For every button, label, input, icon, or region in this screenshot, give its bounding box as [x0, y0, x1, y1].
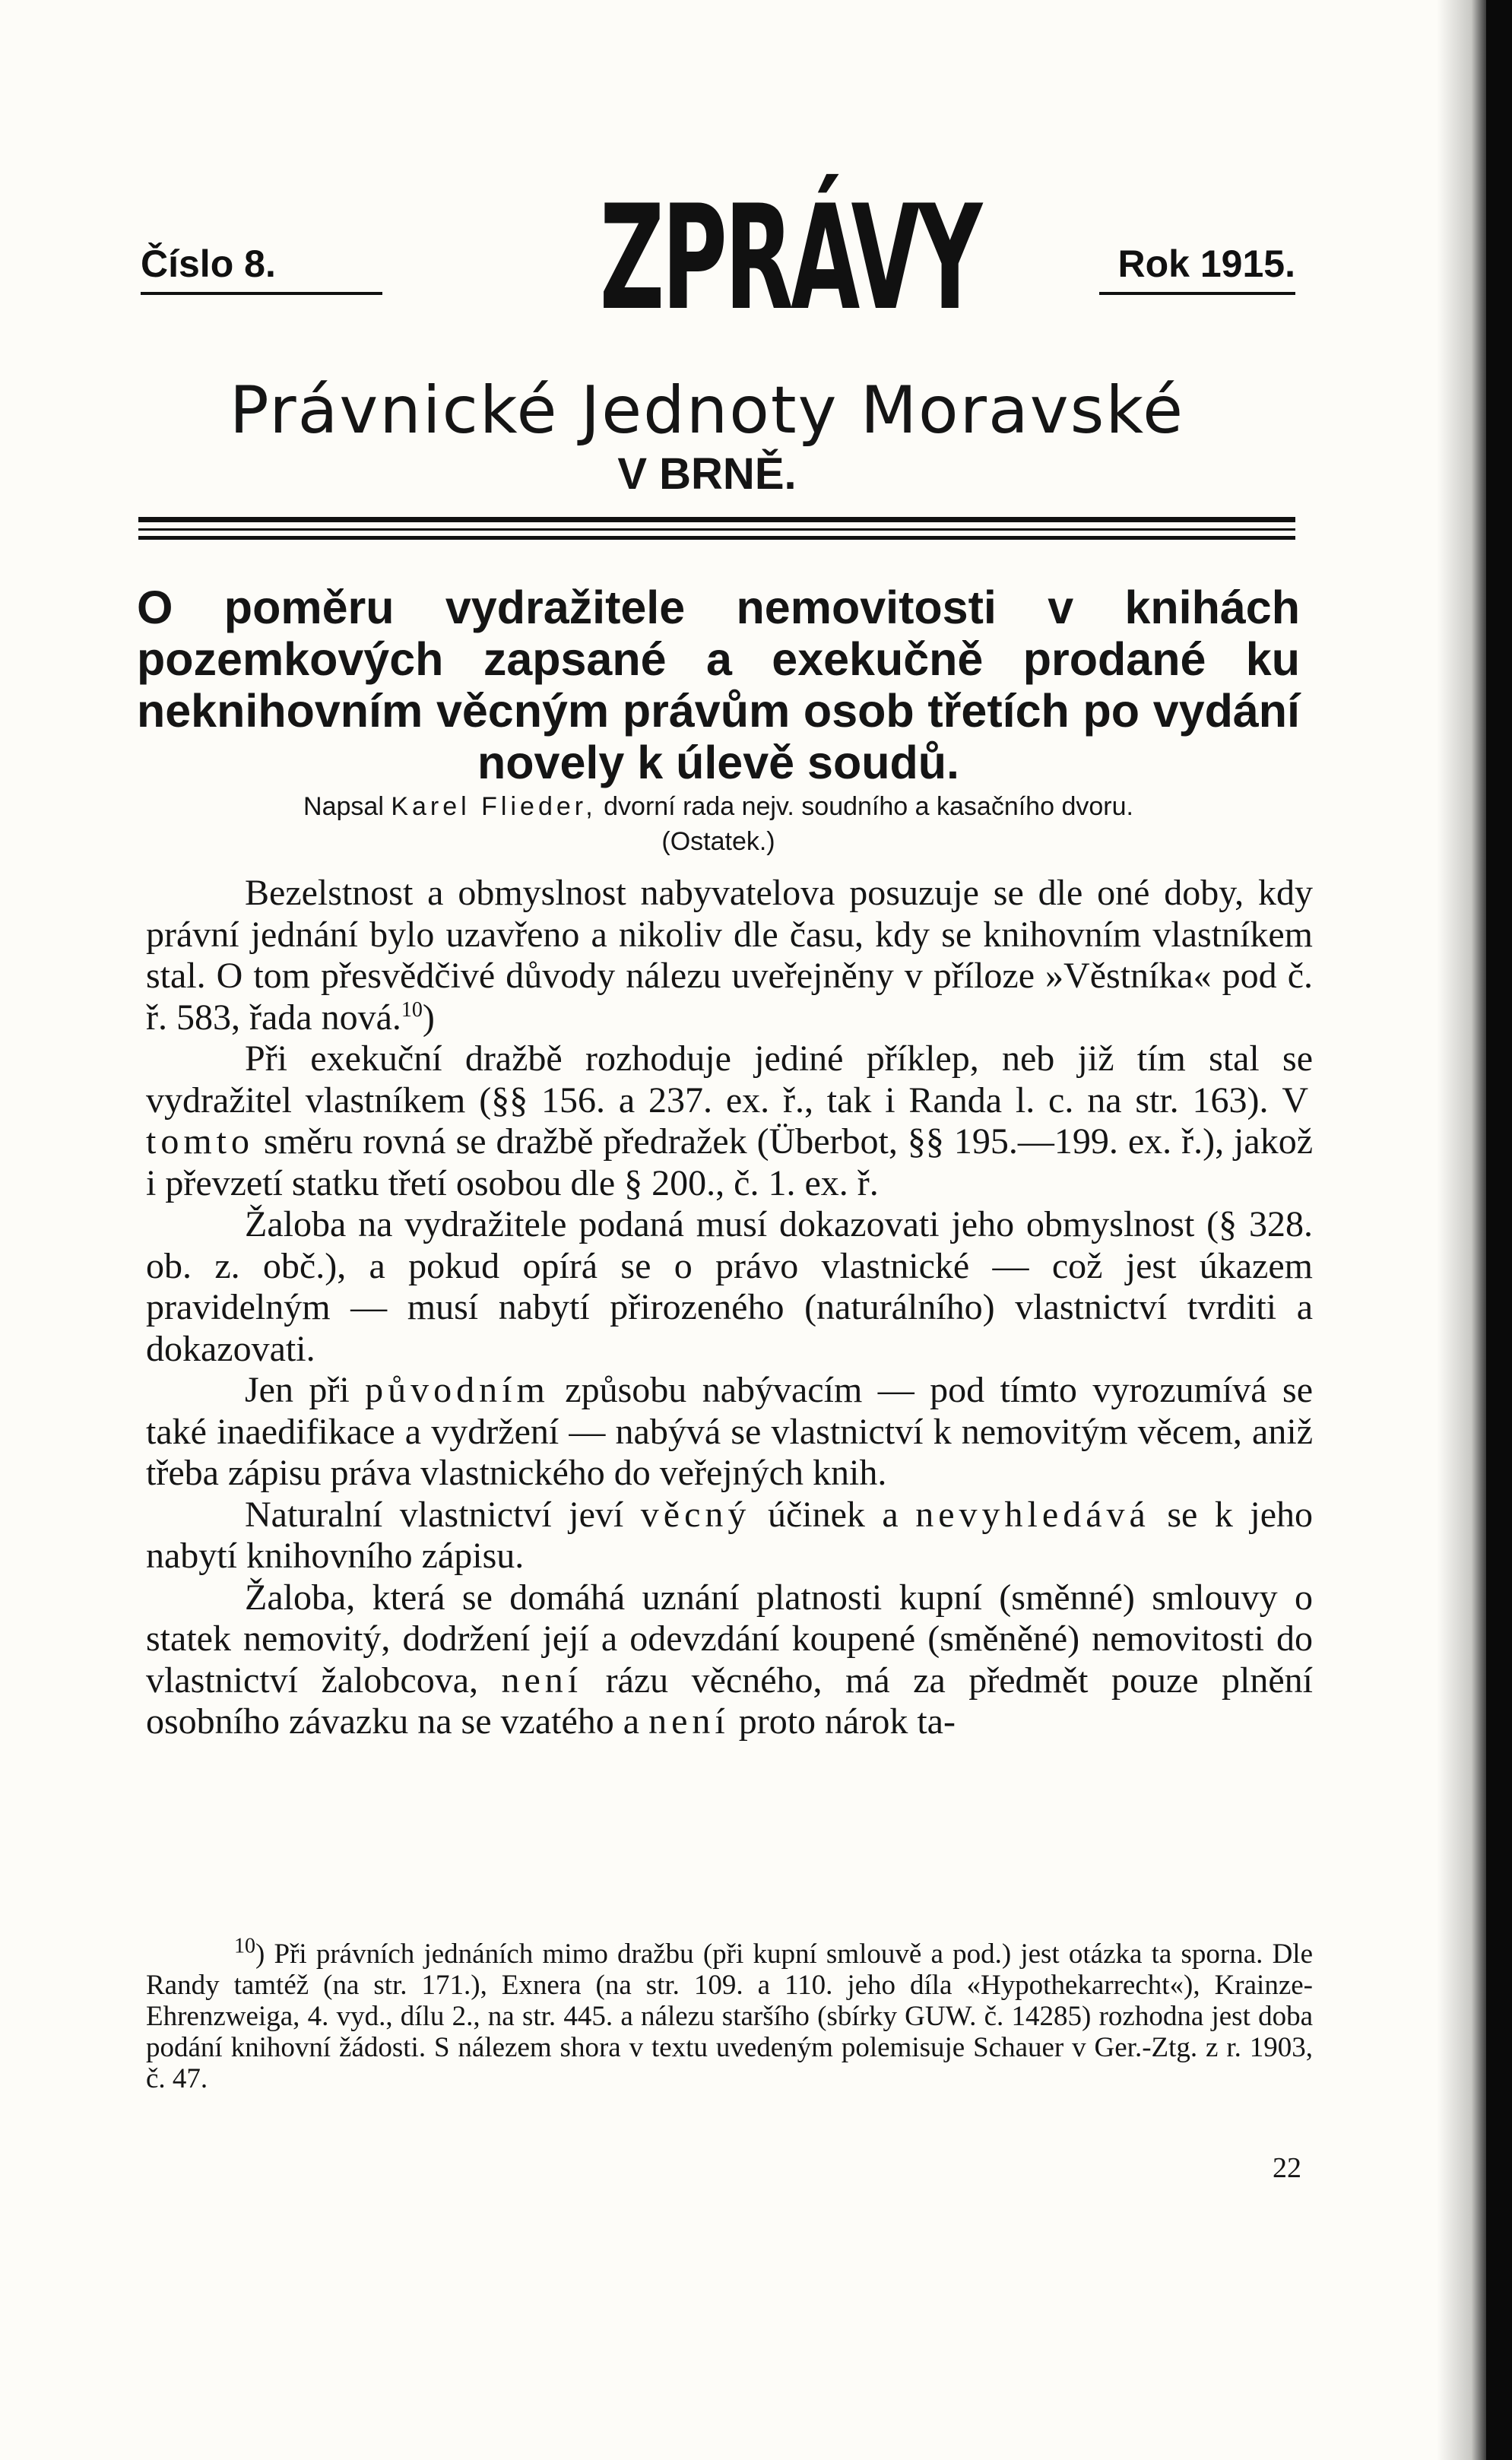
issue-year: Rok 1915. [1099, 242, 1295, 295]
header-rule [138, 536, 1295, 540]
continuation-note: (Ostatek.) [661, 827, 775, 856]
paragraph: Jen při původním způsobu nabývacím — pod tímto vyrozumívá se také inaedifikace a vydržení — nabývá se vlastnictví k nemovitým věcem, aniž třeba zápisu práva vlastnického do veřejných knih. [146, 1370, 1314, 1493]
paragraph: Při exekuční dražbě rozhoduje jediné příklep, neb již tím stal se vydražitel vlastníkem (§§ 156. a 237. ex. ř., tak i Randa l. c. na str. 163). V tomto směru rovná se dražbě předražek (Überbot, §§ 195.—199. ex. ř.), jakož i převzetí statku třetí osobou dle § 200., č. 1. ex. ř. [146, 1038, 1314, 1203]
journal-subtitle: Právnické Jednoty Moravské [229, 372, 1185, 449]
author-name: Karel Flieder, [391, 792, 597, 821]
article-body [146, 873, 1313, 1743]
article-title: O poměru vydražitele nemovitosti v knihách pozemkových zapsané a exekučně prodané ku neknihovním věcným právům osob třetích po vydání novely k úlevě soudů. [137, 582, 1300, 788]
paragraph: Bezelstnost a obmyslnost nabyvatelova posuzuje se dle oné doby, kdy právní jednání bylo uzavřeno a nikoliv dle času, kdy se knihovním vlastníkem stal. O tom přesvědčivé důvody nálezu uveřejněny v příloze »Věstníka« pod č. ř. 583, řada nová.$^{10}$) [146, 873, 1313, 1038]
author-title: dvorní rada nejv. soudního a kasačního dvoru. [604, 792, 1133, 821]
article-byline [137, 792, 1300, 822]
footnote-ref: 10 [401, 997, 423, 1022]
masthead-title: ZPRÁVY [599, 174, 980, 342]
header-rule [138, 517, 1295, 522]
page-number: 22 [1273, 2152, 1301, 2184]
paragraph: Naturalní vlastnictví jeví věcný účinek a nevyhledává se k jeho nabytí knihovního zápisu. [146, 1494, 1314, 1576]
paragraph: Žaloba, která se domáhá uznání platnosti kupní (směnné) smlouvy o statek nemovitý, dodržení její a odevzdání koupené (směněné) nemovitosti do vlastnictví žalobcova, není rázu věcného, má za předmět pouze plnění osobního závazku na se vzatého a není proto nárok ta- [146, 1577, 1313, 1742]
footnote [146, 1934, 1313, 2094]
byline-prefix: Napsal [303, 792, 384, 821]
paragraph: Žaloba na vydražitele podaná musí dokazovati jeho obmyslnost (§ 328. ob. z. obč.), a pokud opírá se o právo vlastnické — což jest úkazem pravidelným — musí nabytí přirozeného (naturálního) vlastnictví tvrditi a dokazovati. [146, 1204, 1313, 1369]
footnote-marker: 10 [234, 1934, 255, 1958]
footnote-text: ) Při právních jednáních mimo dražbu (při kupní smlouvě a pod.) jest otázka ta sporna. Dle Randy tamtéž (na str. 171.), Exnera (na str. 109. a 110. jeho díla «Hypothekarrecht«), Krainze-Ehrenzweiga, 4. vyd., dílu 2., na str. 445. a nálezu staršího (sbírky GUW. č. 14285) rozhodna jest doba podání knihovní žádosti. S nálezem shora v textu uvedeným polemisuje Schauer v Ger.-Ztg. z r. 1903, č. 47. [146, 1939, 1313, 2094]
issue-number: Číslo 8. [141, 242, 382, 295]
page-edge-shadow [1437, 0, 1486, 2460]
journal-city: V BRNĚ. [617, 449, 797, 499]
header-rule [138, 528, 1295, 531]
